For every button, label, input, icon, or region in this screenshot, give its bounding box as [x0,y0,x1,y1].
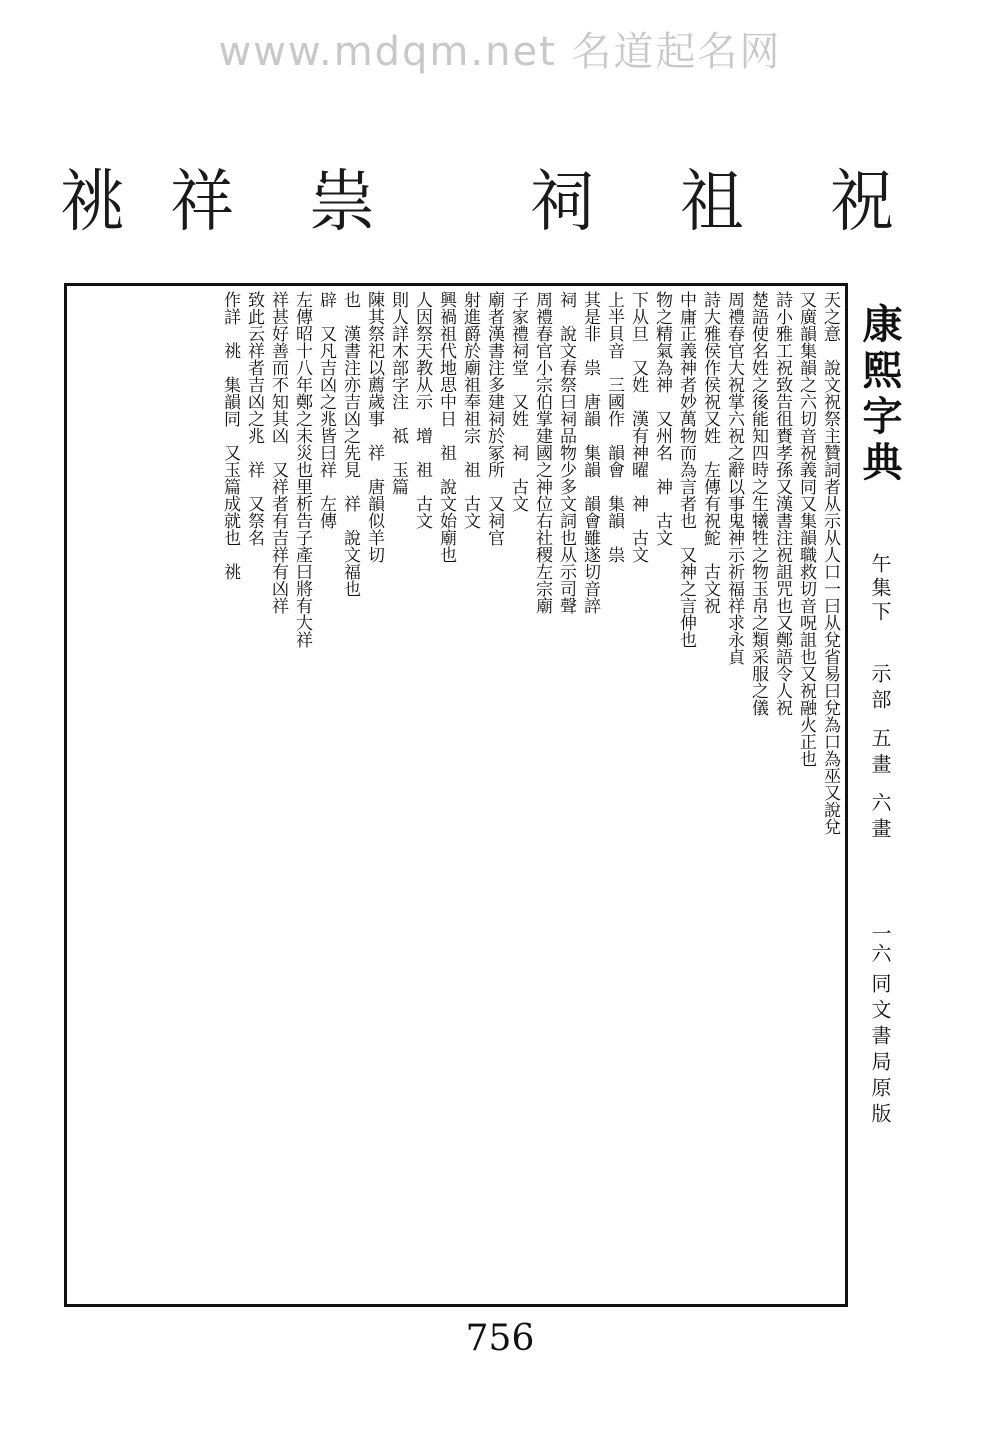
page-margin-strip [852,283,924,1311]
text-column: 廟者漢書注多建祠於冢所 又祠官 [484,291,504,546]
text-column: 左傳昭十八年鄭之未災也里析告子產曰將有大祥 [292,291,312,648]
seal-glyph: 祝 [830,163,894,242]
text-column: 也 漢書注亦吉凶之先見 祥 說文福也 [340,291,360,597]
text-column: 祠 說文春祭曰祠品物少多文詞也从示司聲 [556,291,576,614]
text-column: 其是非 祟 唐韻 集韻 韻會雖遂切音誶 [580,291,600,614]
text-column: 祥甚好善而不知其凶 又祥者有吉祥有凶祥 [268,291,288,614]
seal-glyph: 祧 [60,163,124,242]
text-column: 下从旦 又姓 漢有神曜 神 古文 [628,291,648,563]
text-column: 天之意 說文祝祭主贊詞者从示从人口一曰从兌省易曰兌為口為巫又說兌 [820,291,840,835]
text-column: 陳其祭祀以薦歲事 祥 唐韻似羊切 [364,291,384,563]
text-column: 子家禮祠堂 又姓 祠 古文 [508,291,528,512]
publisher-label: 同文書局原版 [868,973,892,1129]
seal-glyph: 祖 [680,163,744,242]
text-column: 又廣韻集韻之六切音祝義同又集韻職救切音呪詛也又祝融火正也 [796,291,816,767]
seal-glyph: 祠 [530,163,594,242]
text-column: 射進爵於廟祖奉祖宗 祖 古文 [460,291,480,529]
seal-script-header [60,150,940,270]
text-column: 上半貝音 三國作 韻會 集韻 祟 [604,291,624,563]
seal-glyph: 祟 [310,163,374,242]
text-column: 周禮春官大祝掌六祝之辭以事鬼神示祈福祥求永貞 [724,291,744,665]
text-column: 人因祭天教从示 增 祖 古文 [412,291,432,529]
text-column: 則人詳木部字注 祗 玉篇 [388,291,408,495]
text-column: 致此云祥者吉凶之兆 祥 又祭名 [244,291,264,546]
text-column: 興禍祖代地思中日 祖 說文始廟也 [436,291,456,563]
text-column: 中庸正義神者妙萬物而為言者也 又神之言伸也 [676,291,696,648]
text-column: 作詳 祧 集韻同 又玉篇成就也 祧 [220,291,240,580]
text-column: 周禮春官小宗伯掌建國之神位右社稷左宗廟 [532,291,552,614]
text-column: 物之精氣為神 又州名 神 古文 [652,291,672,546]
seal-glyph: 祥 [170,163,234,242]
text-column: 楚語使名姓之後能知四時之生犧牲之物玉帛之類采服之儀 [748,291,768,716]
book-title: 康熙字典 [856,303,903,487]
text-column: 辟 又凡吉凶之兆皆曰祥 左傳 [316,291,336,529]
radical-label: 示部 五畫 六畫 [868,663,892,844]
dictionary-page-frame [64,283,914,1311]
section-label: 午集下 [868,553,892,625]
watermark-text: www.mdqm.net 名道起名网 [218,29,782,75]
text-column: 詩大雅侯作侯祝又姓 左傳有祝鮀 古文祝 [700,291,720,614]
text-column: 詩小雅工祝致告徂賚孝孫又漢書注祝詛咒也又鄭語令人祝 [772,291,792,716]
folio-number: 一六 [868,923,892,963]
dictionary-text-body [72,291,842,1301]
page-number: 756 [465,1318,535,1359]
